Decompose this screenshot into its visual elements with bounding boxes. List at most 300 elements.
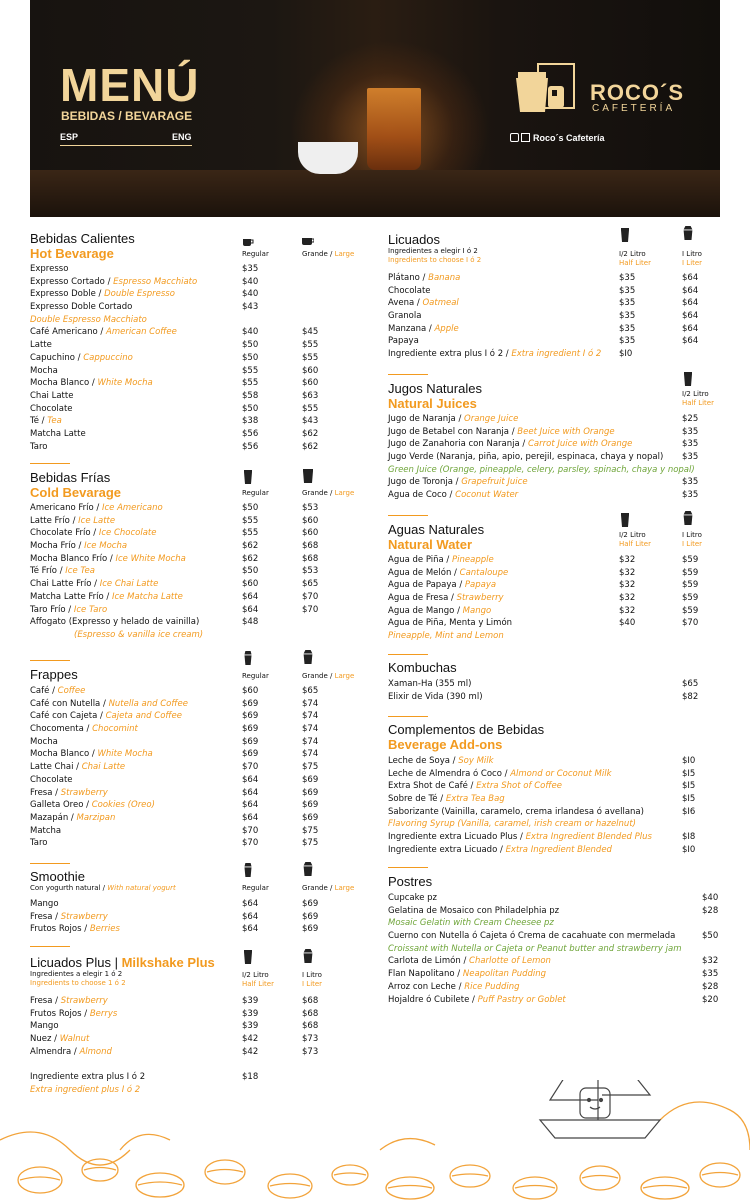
item-name-es: Mocha Blanco [30, 749, 90, 760]
cold-items-list [30, 502, 370, 642]
item-name-en: Mango [462, 605, 492, 616]
liter-cup-icon [302, 949, 314, 963]
separator: / [414, 298, 423, 309]
item-price: $25 [682, 414, 699, 424]
item-name-es: Mango [30, 1021, 59, 1032]
price-large: $64 [682, 336, 699, 347]
liter-cup-icon [682, 226, 694, 240]
affogato-en: (Espresso & vanilla ice cream) [74, 629, 204, 640]
item-name-en: Extra ingredient I ó 2 [511, 349, 602, 360]
price-regular: $64 [242, 924, 259, 935]
item-name-es: Chocomenta [30, 724, 84, 735]
section-cold-beverages [30, 470, 370, 640]
price-regular: $50 [242, 403, 259, 414]
price-regular: $43 [242, 302, 259, 313]
col-regular: Regular [242, 884, 269, 892]
item-name-en: Neapolitan Pudding [462, 969, 547, 980]
item-name-es: Café con Cajeta [30, 711, 98, 722]
brand-name: ROCO´S [590, 80, 684, 105]
col-large: Grande / Large [302, 672, 355, 680]
item-name-en: Nutella and Coffee [108, 698, 188, 709]
menu-item-row [30, 761, 370, 774]
menu-item-row [30, 441, 370, 454]
price-regular: $55 [242, 378, 259, 389]
price-large: $53 [302, 503, 319, 513]
separator: / [75, 541, 85, 552]
menu-item-row [388, 413, 728, 426]
menu-item-row [30, 1008, 370, 1021]
item-name-es: Flan Napolitano [388, 969, 455, 980]
menu-item-row [30, 365, 370, 378]
col-liter: I Litro I Liter [682, 531, 703, 548]
separator: / [81, 1008, 90, 1019]
item-name-es: Mocha Blanco [30, 378, 90, 389]
separator: / [89, 749, 98, 760]
price-regular: $58 [242, 390, 259, 401]
milkshake-items-list [30, 995, 370, 1058]
section-title: Smoothie [30, 869, 85, 884]
item-name-en: Banana [428, 273, 461, 283]
item-name-en: Extra Ingredient Blended [505, 844, 612, 855]
item-name-es: Americano Frío [30, 503, 94, 513]
price-large: $65 [302, 579, 319, 590]
item-name-es: Mocha [30, 736, 58, 747]
menu-item-row [388, 579, 728, 592]
header-banner [30, 0, 720, 217]
price-regular: $64 [242, 899, 259, 909]
rocos-cup-logo-icon [512, 62, 576, 116]
coffee-beans-decoration [0, 1080, 750, 1200]
price-large: $63 [302, 390, 319, 401]
item-name-es: Café con Nutella [30, 698, 101, 709]
item-name-en: Cappuccino [83, 352, 133, 363]
menu-item-row [30, 923, 370, 936]
col-half-liter: I/2 Litro Half Liter [619, 250, 651, 267]
menu-item-row [30, 898, 370, 911]
item-name-es: Sobre de Té [388, 794, 438, 805]
menu-item-row [388, 768, 728, 781]
section-hot-beverages [30, 231, 370, 452]
item-name-es: Café [30, 686, 50, 696]
price-large: $55 [302, 403, 319, 414]
section-licuados [388, 232, 728, 360]
menu-item-row-en: Croissant with Nutella or Cajeta or Peanut butter and strawberry jam [388, 943, 682, 954]
item-name-es: Expresso Doble [30, 289, 96, 300]
item-name-es: Xaman-Ha (355 ml) [388, 679, 472, 689]
col-large: Grande / Large [302, 489, 355, 497]
item-name-es: Jugo de Zanahoria con Naranja [388, 439, 520, 450]
menu-item-row [30, 837, 370, 850]
item-name-es: Latte Frío [30, 515, 70, 526]
lang-eng: ENG [172, 132, 192, 142]
section-title: Licuados Plus | Milkshake Plus [30, 955, 215, 970]
item-name-es: Mazapán [30, 812, 69, 823]
price-large: $74 [302, 698, 319, 709]
item-price: $28 [702, 905, 719, 916]
separator: / [517, 832, 526, 843]
menu-item-row [388, 605, 728, 618]
item-name-en: Espresso Macchiato [113, 276, 198, 287]
section-divider [388, 515, 428, 516]
price-regular: $35 [619, 273, 636, 283]
section-note-es: Ingredientes a elegir I ó 2 [388, 247, 478, 255]
extra-ingredient-plus: Ingrediente extra plus I ó 2 $18 Extra ingredient plus I ó 2 [30, 1072, 259, 1095]
item-name-es: Té [30, 416, 39, 427]
separator: / [65, 604, 74, 615]
section-title: Frappes [30, 667, 78, 682]
item-name-es: Expresso [30, 264, 69, 274]
item-name-es: Carlota de Limón [388, 956, 461, 967]
menu-item-row [388, 310, 728, 323]
item-name-en: Berrys [89, 1008, 118, 1019]
item-name-en: Apple [434, 323, 459, 334]
price-regular: $64 [242, 604, 259, 615]
menu-item-row [30, 604, 370, 617]
price-large: $64 [682, 273, 699, 283]
price-regular: $40 [242, 276, 259, 287]
section-divider [388, 716, 428, 717]
item-name-es: Matcha Latte Frío [30, 591, 104, 602]
item-price: $35 [682, 426, 699, 437]
section-natural-water [388, 522, 728, 641]
separator: / [51, 1034, 60, 1045]
menu-item-row [30, 799, 370, 812]
menu-item-row [388, 567, 728, 580]
item-name-es: Chocolate Frío [30, 528, 91, 539]
item-price: $I0 [682, 844, 696, 855]
item-name-es: Mocha Blanco Frío [30, 553, 108, 564]
menu-item-row [30, 377, 370, 390]
item-name-en: Beet Juice with Orange [517, 426, 615, 437]
section-milkshake-plus [30, 955, 370, 1095]
menu-item-row [30, 787, 370, 800]
smoothie-cup-icon [242, 863, 254, 877]
item-name-en: Extra Ingredient Blended Plus [525, 832, 652, 843]
price-regular: $32 [619, 555, 636, 565]
menu-item-row [30, 540, 370, 553]
item-name-es: Mocha [30, 365, 58, 376]
price-large: $73 [302, 1046, 319, 1057]
item-name-en: Marzipan [76, 812, 116, 823]
menu-item-row [388, 476, 728, 489]
half-liter-cup-icon [242, 950, 254, 964]
section-divider [30, 946, 70, 947]
price-large: $74 [302, 724, 319, 735]
menu-item-row [30, 288, 370, 301]
item-price: $I6 [682, 806, 696, 817]
section-title: Aguas Naturales [388, 522, 485, 537]
menu-item-row [30, 301, 370, 314]
item-price: $I0 [682, 756, 696, 766]
price-regular: $69 [242, 724, 259, 735]
item-name-es: Agua de Piña [388, 555, 444, 565]
section-kombuchas [388, 660, 728, 702]
separator: / [451, 567, 460, 578]
section-title: Bebidas Calientes [30, 231, 135, 246]
addons-items-list [388, 755, 728, 857]
menu-item-row [30, 390, 370, 403]
separator: / [455, 414, 465, 424]
juices-items-list [388, 413, 728, 502]
section-divider [30, 660, 70, 661]
price-large: $64 [682, 323, 699, 334]
separator: / [89, 378, 98, 389]
price-regular: $50 [242, 352, 259, 363]
separator: / [443, 555, 453, 565]
item-name-es: Café Americano [30, 327, 98, 338]
item-name-en: Puff Pastry or Goblet [477, 994, 566, 1005]
section-frappes [30, 667, 370, 849]
item-name-en: Orange Juice [464, 414, 519, 424]
section-note: Con yogurth natural / With natural yogurt [30, 884, 176, 892]
price-large: $60 [302, 515, 319, 526]
item-price: $32 [702, 956, 719, 967]
item-name-en: Ice Tea [65, 566, 95, 577]
price-regular: $35 [619, 336, 636, 347]
separator: / [81, 924, 90, 935]
section-desserts [388, 874, 728, 1005]
separator: / [104, 276, 114, 287]
separator: / [100, 698, 109, 709]
item-name-es: Agua de Mango [388, 605, 455, 616]
item-name-es: Taro [30, 441, 48, 452]
price-regular: $62 [242, 553, 259, 564]
section-divider [30, 463, 70, 464]
menu-item-row [388, 451, 728, 464]
item-name-es: Chocolate [30, 774, 73, 785]
hot-cup-large-icon [302, 234, 314, 248]
price-large: $69 [302, 774, 319, 785]
col-half-liter: I/2 Litro Half Liter [242, 971, 274, 988]
item-name-en: Extra Tea Bag [445, 794, 505, 805]
item-name-es: Té Frío [30, 566, 58, 577]
item-name-es: Cuerno con Nutella ó Cajeta ó Crema de cacahuate con mermelada [388, 931, 676, 942]
item-name-es: Fresa [30, 911, 53, 922]
item-name-en: White Mocha [97, 749, 153, 760]
frappe-cup-icon [242, 651, 254, 665]
separator: / [95, 289, 105, 300]
menu-item-row [30, 352, 370, 365]
price-regular: $70 [242, 825, 259, 836]
price-regular: $I0 [619, 349, 633, 360]
item-price: $I5 [682, 781, 696, 792]
menu-title: MENÚ [60, 59, 200, 111]
frappe-cup-large-icon [302, 650, 314, 664]
col-regular: Regular [242, 250, 269, 258]
col-liter: I Litro I Liter [682, 250, 703, 267]
separator: / [501, 768, 511, 779]
section-note-en: Ingredients to choose 1 ó 2 [30, 979, 126, 987]
item-name-en: Oatmeal [422, 298, 459, 309]
price-large: $75 [302, 838, 319, 849]
price-large: $69 [302, 787, 319, 798]
item-price: $35 [682, 439, 699, 450]
item-name-es: Agua de Papaya [388, 580, 457, 591]
liter-cup-icon [682, 511, 694, 525]
coffee-cup-image [298, 142, 358, 174]
item-name-en: Ice Americano [101, 503, 163, 513]
menu-item-row [30, 825, 370, 838]
item-name-en: Pineapple [452, 555, 494, 565]
separator: / [73, 762, 82, 773]
social-handle [510, 133, 605, 143]
menu-item-row [30, 263, 370, 276]
item-name-es: Leche de Almendra ó Coco [388, 768, 502, 779]
item-name-es: Chocolate [30, 403, 73, 414]
price-large: $68 [302, 553, 319, 564]
price-large: $59 [682, 580, 699, 591]
menu-item-row [30, 1046, 370, 1059]
menu-item-row [388, 285, 728, 298]
item-name-es: Cupcake pz [388, 893, 438, 903]
col-half-liter: I/2 Litro Half Liter [619, 531, 651, 548]
item-name-en: Tea [47, 416, 62, 427]
section-divider [30, 863, 70, 864]
iced-coffee-cup-image [367, 88, 421, 170]
price-regular: $69 [242, 749, 259, 760]
menu-item-row [30, 565, 370, 578]
item-name-en: Strawberry [456, 593, 504, 604]
price-regular: $56 [242, 441, 259, 452]
menu-item-row [30, 314, 370, 327]
menu-item-row [388, 691, 728, 704]
item-name-es: Agua de Coco [388, 490, 447, 501]
item-name-es: Taro Frío [30, 604, 66, 615]
separator: / [454, 605, 463, 616]
price-regular: $64 [242, 591, 259, 602]
menu-item-row [388, 968, 728, 981]
menu-item-row-en: Mosaic Gelatin with Cream Cheesee pz [388, 918, 554, 929]
menu-item-row [30, 428, 370, 441]
item-name-es: Almendra [30, 1046, 72, 1057]
menu-item-row [388, 489, 728, 502]
social-handle-text: Roco´s Cafetería [533, 133, 605, 143]
price-regular: $64 [242, 800, 259, 811]
menu-item-row [30, 911, 370, 924]
item-price: $20 [702, 994, 719, 1005]
price-large: $74 [302, 749, 319, 760]
col-large: Grande / Large [302, 884, 355, 892]
item-name-es: Agua de Piña, Menta y Limón [388, 618, 513, 629]
price-regular: $64 [242, 774, 259, 785]
item-name-en: Double Espresso [104, 289, 175, 300]
price-regular: $35 [619, 323, 636, 334]
price-regular: $32 [619, 567, 636, 578]
separator: / [103, 591, 112, 602]
price-large: $68 [302, 541, 319, 552]
separator: / [446, 490, 456, 501]
price-regular: $64 [242, 911, 259, 922]
col-regular: Regular [242, 672, 269, 680]
item-name-es: Granola [388, 311, 422, 322]
menu-subtitle: BEBIDAS / BEVARAGE [61, 109, 193, 123]
item-name-en: Extra Shot of Coffee [476, 781, 562, 792]
item-name-es: Nuez [30, 1034, 52, 1045]
menu-item-row [388, 554, 728, 567]
menu-item-row [30, 812, 370, 825]
col-liter: I Litro I Liter [302, 971, 323, 988]
menu-item-row [388, 297, 728, 310]
instagram-facebook-icon [510, 133, 519, 142]
item-price: $50 [702, 931, 719, 942]
separator: / [49, 686, 58, 696]
item-name-en: Ice Matcha Latte [112, 591, 183, 602]
item-price: $82 [682, 691, 699, 702]
menu-item-row [30, 1020, 370, 1033]
item-name-es: Jugo de Betabel con Naranja [388, 426, 510, 437]
menu-item-row [388, 323, 728, 336]
half-liter-cup-icon [619, 513, 631, 527]
price-large: $68 [302, 1021, 319, 1032]
price-large: $70 [682, 618, 699, 629]
section-title: Complementos de Bebidas [388, 722, 545, 737]
item-price: $I8 [682, 832, 696, 843]
item-name-en-green: Green Juice (Orange, pineapple, celery, parsley, spinach, chaya y nopal) [388, 464, 695, 475]
item-price: $35 [682, 490, 699, 501]
item-name-es: Arroz con Leche [388, 981, 456, 992]
price-regular: $39 [242, 1021, 259, 1032]
price-regular: $69 [242, 711, 259, 722]
item-name-en: Charlotte of Lemon [469, 956, 551, 967]
menu-item-row [388, 818, 728, 831]
item-price: $40 [702, 893, 719, 903]
separator: / [419, 273, 429, 283]
item-name-es: Jugo de Naranja [388, 414, 456, 424]
separator: / [71, 1046, 80, 1057]
price-large: $68 [302, 1008, 319, 1019]
price-regular: $62 [242, 541, 259, 552]
item-name-en: Ice Chai Latte [99, 579, 159, 590]
price-regular: $50 [242, 566, 259, 577]
item-name-es: Plátano [388, 273, 420, 283]
menu-item-row [30, 415, 370, 428]
price-regular: $35 [619, 311, 636, 322]
price-large: $64 [682, 311, 699, 322]
price-regular: $48 [242, 617, 259, 628]
item-name-en: Almond or Coconut Milk [510, 768, 612, 779]
item-name-es: Mocha Frío [30, 541, 76, 552]
item-name-es: Jugo de Toronja [388, 477, 453, 488]
price-regular: $42 [242, 1046, 259, 1057]
menu-item-row [30, 723, 370, 736]
item-name-en: Ice Taro [73, 604, 108, 615]
price-large: $73 [302, 1034, 319, 1045]
item-name-en: Ice Chocolate [98, 528, 157, 539]
iced-cup-icon [242, 470, 254, 484]
price-large: $68 [302, 996, 319, 1006]
section-title: Jugos Naturales [388, 381, 482, 396]
separator: / [52, 996, 61, 1006]
price-large: $59 [682, 605, 699, 616]
item-name-es: Frutos Rojos [30, 924, 82, 935]
price-large: $75 [302, 825, 319, 836]
price-regular: $42 [242, 1034, 259, 1045]
item-name-es: Fresa [30, 787, 53, 798]
price-regular: $69 [242, 736, 259, 747]
price-regular: $40 [242, 327, 259, 338]
item-name-en: Flavoring Syrup (Vanilla, caramel, irish cream or hazelnut) [388, 819, 636, 830]
item-price: $35 [702, 969, 719, 980]
price-regular: $38 [242, 416, 259, 427]
section-juices [388, 381, 728, 501]
menu-item-row [30, 736, 370, 749]
item-name-en: Cantaloupe [459, 567, 509, 578]
section-title: Bebidas Frías [30, 470, 111, 485]
price-regular: $60 [242, 686, 259, 696]
section-title: Licuados [388, 232, 441, 247]
menu-item-row [30, 1033, 370, 1046]
section-title-en: Natural Juices [388, 396, 477, 411]
